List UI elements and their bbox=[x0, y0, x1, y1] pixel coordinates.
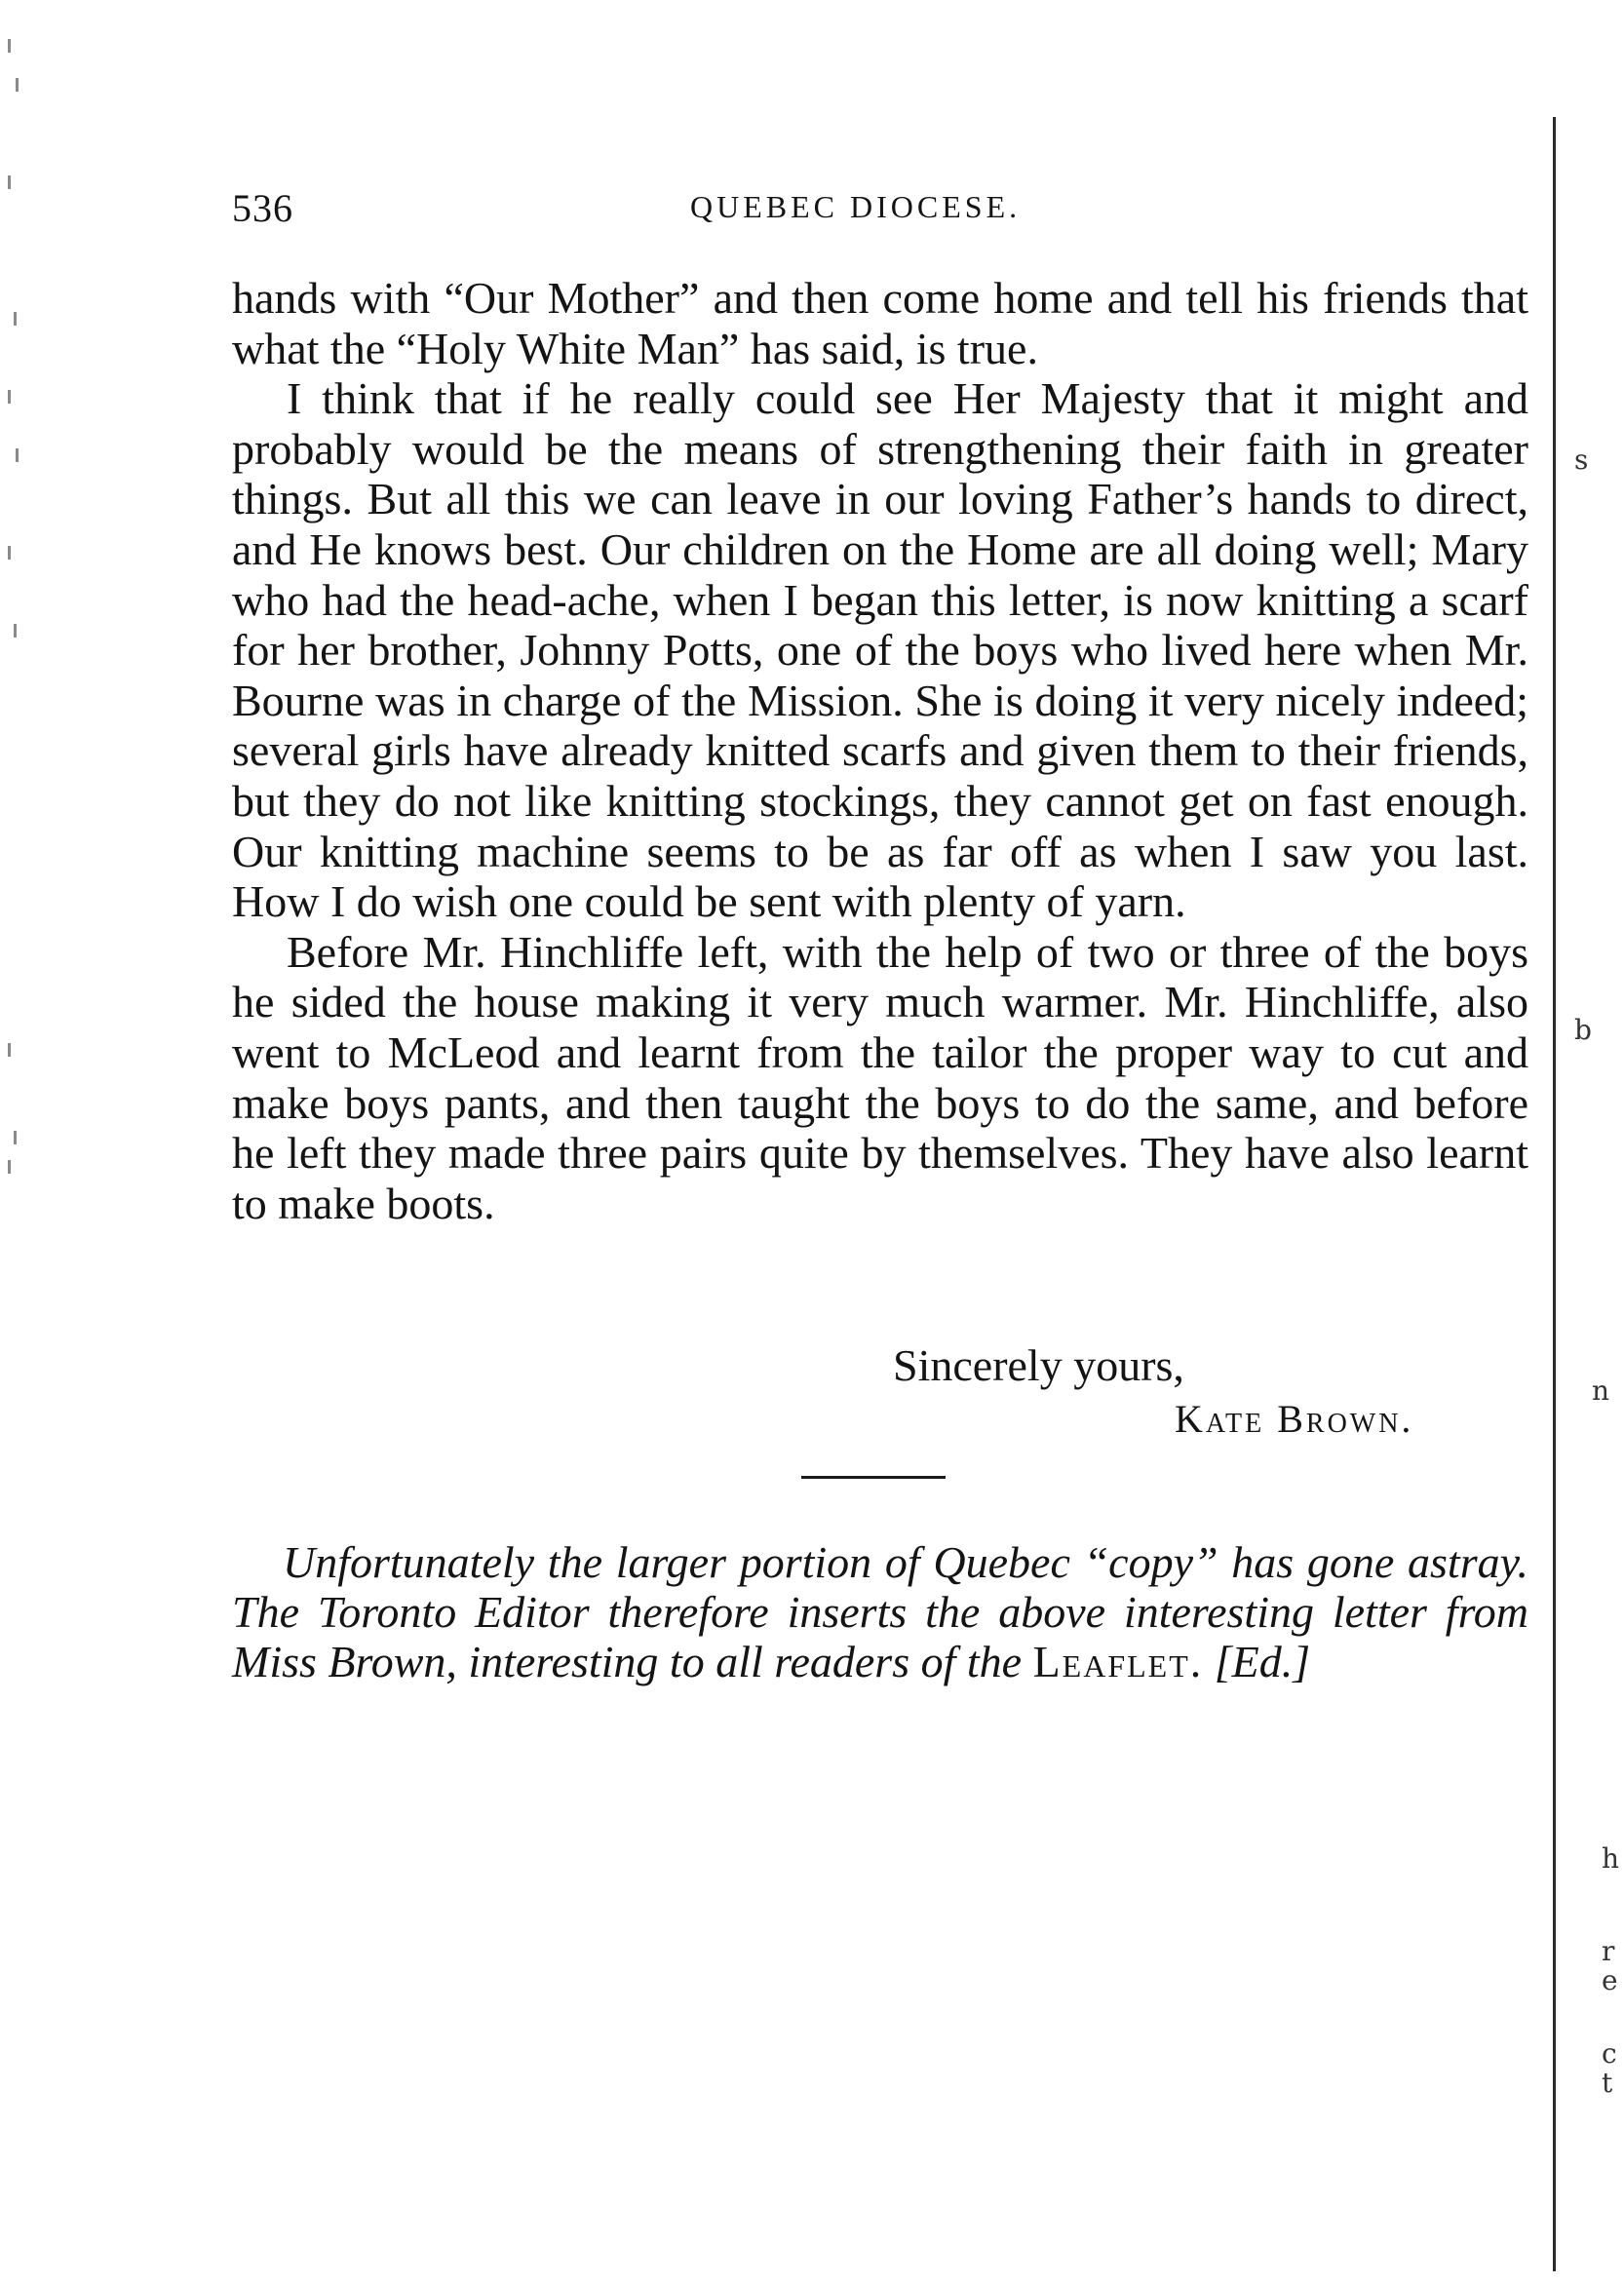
edge-glyph: s bbox=[1574, 444, 1589, 476]
page-edge-line bbox=[1553, 117, 1556, 2271]
edge-glyph: t bbox=[1602, 2067, 1613, 2099]
running-head: QUEBEC DIOCESE. bbox=[690, 189, 1022, 224]
letter-paragraph-2: I think that if he really could see Her Majesty that it might and probably would be the means of strengthening their faith in greater things. But all this we can leave in our loving Father’s hands to direct, and He knows best. Our children on the Home are all doing well; Mary who had the head-ache, when I began this letter, is now knitting a scarf for her brother, Johnny Potts, one of the boys who lived here when Mr. Bourne was in charge of the Mission. She is doing it very nicely indeed; several girls have already knitted scarfs and given them to their friends, but they do not like knitting stockings, they cannot get on fast enough. Our knitting machine seems to be as far off as when I saw you last. How I do wish one could be sent with plenty of yarn. bbox=[232, 373, 1528, 927]
scan-dot bbox=[14, 312, 17, 326]
scan-dot bbox=[8, 390, 11, 404]
scan-dot bbox=[16, 78, 19, 92]
scan-dot bbox=[8, 1043, 11, 1057]
left-margin-scan-artifacts bbox=[6, 39, 25, 1404]
section-divider bbox=[801, 1476, 946, 1479]
editor-mark: [Ed.] bbox=[1214, 1637, 1311, 1686]
scan-dot bbox=[8, 1160, 11, 1174]
letter-paragraph-1: hands with “Our Mother” and then come home and tell his friends that what the “Holy White Man” has said, is true. bbox=[232, 273, 1528, 373]
right-edge-scan-artifact bbox=[1545, 0, 1624, 2284]
letter-paragraph-3: Before Mr. Hinchliffe left, with the help of two or three of the boys he sided the house making it very much warmer. Mr. Hinchliffe, also went to McLeod and learnt from the tailor the proper way to cut and make boys pants, and then taught the boys to do the same, and before he left they made three pairs quite by themselves. They have also learnt to make boots. bbox=[232, 926, 1528, 1228]
scan-dot bbox=[8, 39, 11, 53]
edge-glyph: e bbox=[1602, 1964, 1618, 1996]
edge-glyph: h bbox=[1602, 1842, 1620, 1875]
letter-closing: Sincerely yours, bbox=[893, 1340, 1184, 1390]
scan-dot bbox=[14, 1131, 17, 1144]
editor-note-text: Unfortunately the larger portion of Quebec “copy” has gone astray. The Toronto Editor therefore inserts the above interesting letter from Miss Brown, interesting to all readers of the bbox=[232, 1537, 1528, 1686]
edge-glyph: b bbox=[1574, 1014, 1592, 1046]
scan-dot bbox=[8, 175, 11, 189]
scan-dot bbox=[16, 448, 19, 462]
page-number: 536 bbox=[232, 186, 293, 230]
edge-glyph: r bbox=[1602, 1935, 1615, 1967]
letter-signature: Kate Brown. bbox=[1175, 1397, 1414, 1441]
scan-dot bbox=[8, 546, 11, 560]
editor-note bbox=[232, 1537, 1528, 1686]
page-header bbox=[232, 185, 1528, 244]
leaflet-name: Leaflet. bbox=[1032, 1637, 1204, 1686]
edge-glyph: n bbox=[1592, 1374, 1610, 1407]
edge-glyph: c bbox=[1602, 2037, 1617, 2070]
letter-body bbox=[232, 273, 1528, 1228]
scan-dot bbox=[14, 624, 17, 638]
